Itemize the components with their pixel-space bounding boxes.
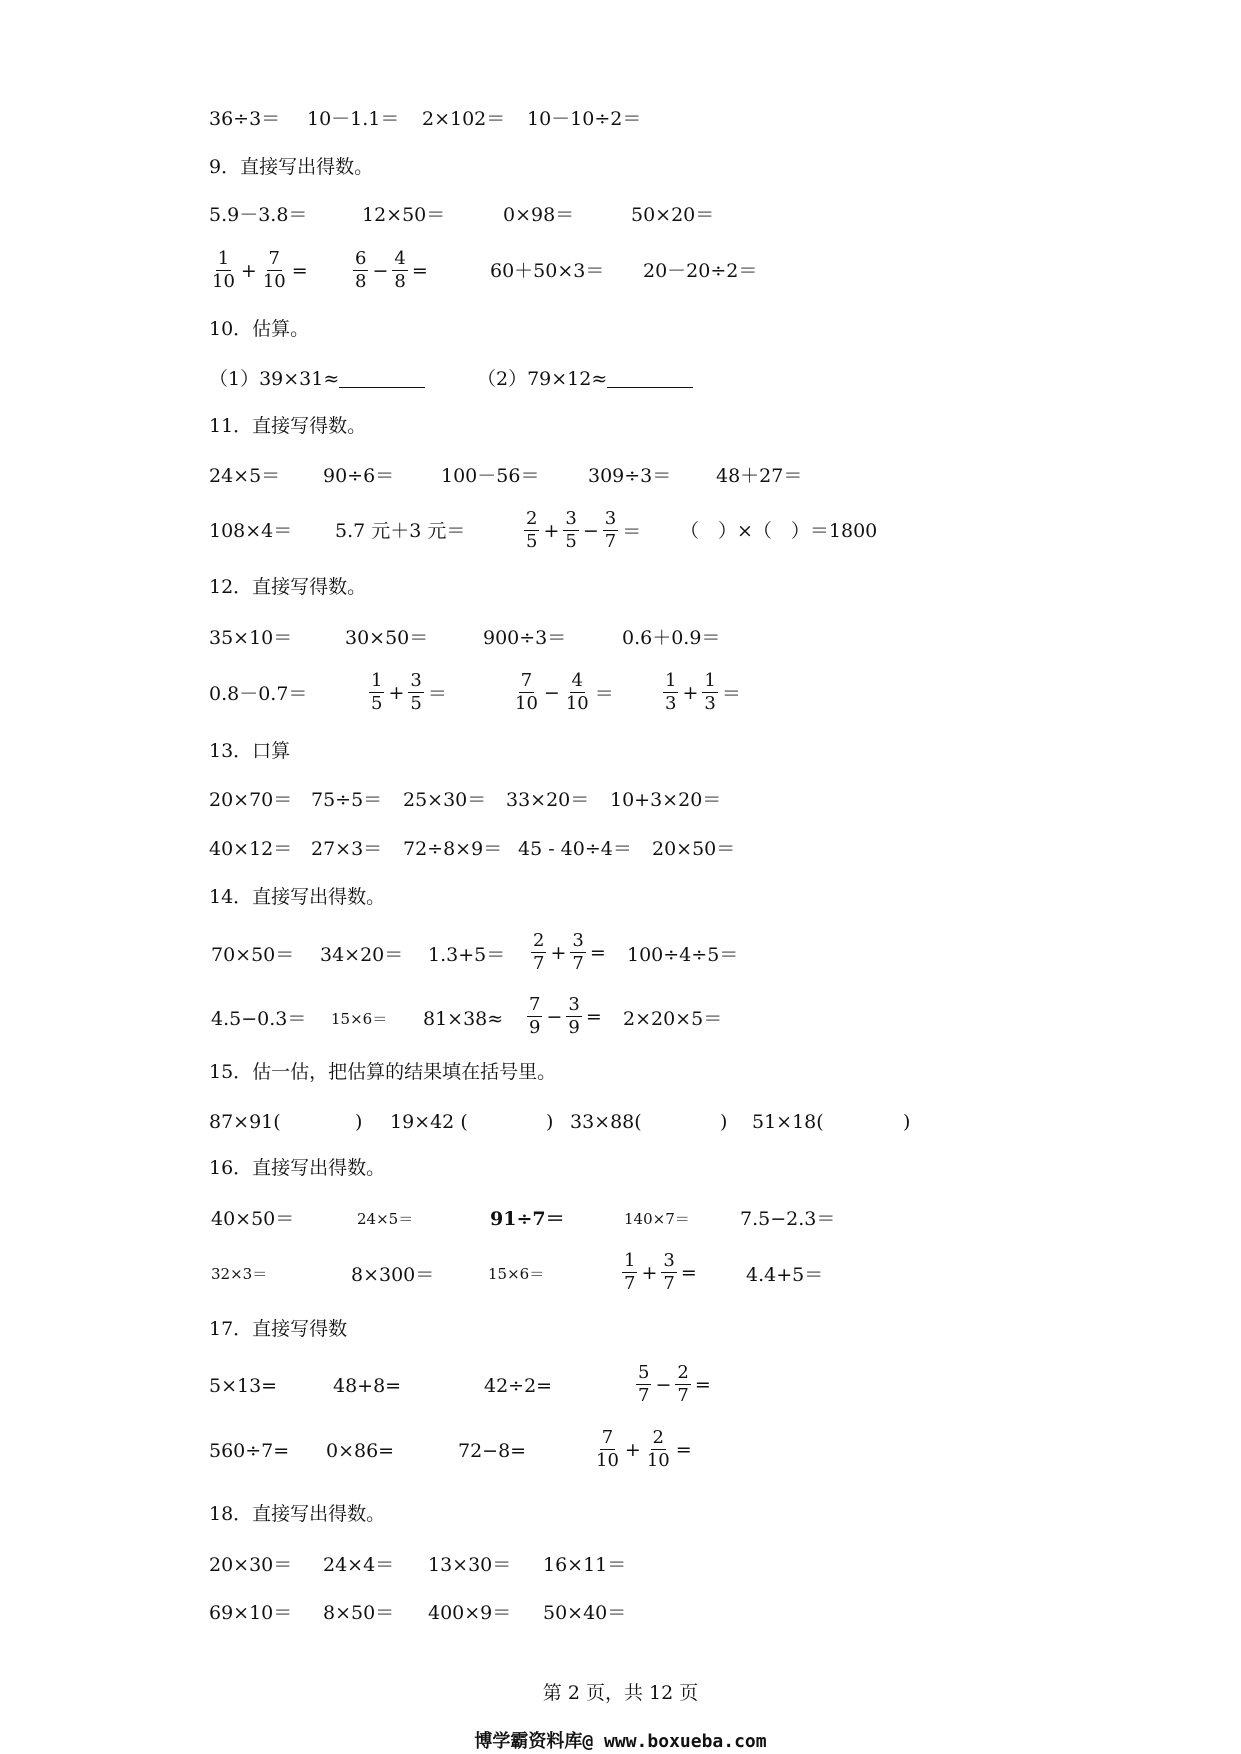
q10-heading: 10．估算。 xyxy=(209,318,310,340)
operator: + xyxy=(641,1261,658,1284)
q17-expr: 5×13= xyxy=(209,1375,278,1397)
equals: = xyxy=(694,1373,711,1396)
denominator: 8 xyxy=(355,271,367,292)
denominator: 7 xyxy=(572,953,584,974)
q18-expr: 16×11＝ xyxy=(543,1554,627,1576)
numerator: 2 xyxy=(652,1427,664,1448)
denominator: 7 xyxy=(604,531,617,552)
q12-fraction-expr xyxy=(662,670,744,715)
q9-expr: 12×50＝ xyxy=(362,204,446,226)
q14-expr: 1.3+5＝ xyxy=(428,944,506,966)
q16-fraction-expr xyxy=(621,1250,700,1295)
q12-expr: 0.6＋0.9＝ xyxy=(622,627,721,649)
numerator: 3 xyxy=(410,670,422,691)
expr-top-3: 2×102＝ xyxy=(422,108,506,130)
fraction xyxy=(675,1362,690,1407)
numerator: 1 xyxy=(217,248,230,269)
q17-expr: 560÷7= xyxy=(209,1440,290,1462)
denominator: 9 xyxy=(529,1017,541,1038)
fraction xyxy=(563,508,578,553)
fraction xyxy=(702,670,717,715)
q15-item: 33×88( xyxy=(570,1111,642,1133)
fraction xyxy=(261,248,288,293)
equals: ＝ xyxy=(721,683,741,705)
q13-expr: 33×20＝ xyxy=(506,789,590,811)
q10-item xyxy=(477,370,693,389)
numerator: 2 xyxy=(677,1362,689,1383)
page-number: 第 2 页，共 12 页 xyxy=(542,1682,699,1704)
q11-expr: 48＋27＝ xyxy=(716,465,803,487)
numerator: 1 xyxy=(665,670,677,691)
q17-fraction-expr xyxy=(593,1427,695,1472)
numerator: 7 xyxy=(601,1427,614,1448)
operator: − xyxy=(372,259,389,282)
q13-expr: 40×12＝ xyxy=(209,838,293,860)
q11-expr: 108×4＝ xyxy=(209,520,293,542)
q15-heading: 15．估一估，把估算的结果填在括号里。 xyxy=(209,1061,557,1083)
q16-expr: 24×5＝ xyxy=(357,1210,414,1228)
equals: = xyxy=(291,259,308,282)
fraction xyxy=(622,1250,637,1295)
q13-expr: 25×30＝ xyxy=(403,789,487,811)
expr-top-2: 10－1.1＝ xyxy=(307,108,400,130)
equals: = xyxy=(411,259,428,282)
q15-bracket-close: ) xyxy=(903,1111,911,1133)
q17-fraction-expr xyxy=(635,1362,714,1407)
fraction xyxy=(663,670,678,715)
numerator: 3 xyxy=(565,508,577,529)
operator: + xyxy=(388,681,405,704)
q18-expr: 400×9＝ xyxy=(428,1602,512,1624)
denominator: 5 xyxy=(526,531,538,552)
q16-expr: 91÷7＝ xyxy=(490,1208,565,1230)
numerator: 3 xyxy=(568,994,580,1015)
q9-heading: 9．直接写出得数。 xyxy=(209,156,374,178)
q11-expr: 24×5＝ xyxy=(209,465,281,487)
operator: − xyxy=(543,681,560,704)
numerator: 2 xyxy=(526,508,538,529)
numerator: 3 xyxy=(604,508,617,529)
operator: − xyxy=(546,1005,563,1028)
q9-expr: 50×20＝ xyxy=(631,204,715,226)
expr-top-1: 36÷3＝ xyxy=(209,108,281,130)
q14-expr: 2×20×5＝ xyxy=(623,1008,723,1030)
fraction xyxy=(566,994,581,1039)
q13-expr: 10+3×20＝ xyxy=(610,789,722,811)
equals: ＝ xyxy=(622,521,642,543)
q18-expr: 8×50＝ xyxy=(323,1602,395,1624)
denominator: 3 xyxy=(665,693,677,714)
denominator: 10 xyxy=(212,271,235,292)
numerator: 7 xyxy=(529,994,541,1015)
numerator: 4 xyxy=(571,670,583,691)
q15-bracket-close: ) xyxy=(720,1111,728,1133)
answer-blank[interactable] xyxy=(607,386,693,388)
equals: = xyxy=(675,1438,692,1461)
q10-item-text: （2）79×12≈ xyxy=(477,368,608,390)
q14-expr: 100÷4÷5＝ xyxy=(627,944,739,966)
q14-expr: 4.5−0.3＝ xyxy=(211,1008,307,1030)
operator: + xyxy=(682,681,699,704)
numerator: 1 xyxy=(371,670,383,691)
denominator: 10 xyxy=(515,693,538,714)
q18-heading: 18．直接写出得数。 xyxy=(209,1503,386,1525)
q17-expr: 48+8= xyxy=(333,1375,402,1397)
equals: = xyxy=(589,941,606,964)
denominator: 10 xyxy=(646,1450,670,1471)
numerator: 1 xyxy=(624,1250,636,1271)
q9-expr: 20－20÷2＝ xyxy=(643,260,758,282)
q18-expr: 69×10＝ xyxy=(209,1602,293,1624)
fraction xyxy=(661,1250,676,1295)
q14-fraction-expr xyxy=(530,930,609,975)
fraction xyxy=(392,248,407,293)
q16-expr: 4.4+5＝ xyxy=(746,1264,824,1286)
operator: + xyxy=(550,941,567,964)
q11-expr: （ ）×（ ）＝1800 xyxy=(680,520,878,542)
fraction xyxy=(570,930,585,975)
q17-expr: 72−8= xyxy=(458,1440,527,1462)
q18-expr: 20×30＝ xyxy=(209,1554,293,1576)
denominator: 8 xyxy=(394,271,406,292)
operator: + xyxy=(240,259,257,282)
q14-heading: 14．直接写出得数。 xyxy=(209,886,386,908)
numerator: 7 xyxy=(520,670,533,691)
q13-expr: 75÷5＝ xyxy=(311,789,383,811)
q15-item: 51×18( xyxy=(752,1111,824,1133)
watermark: 博学霸资料库@ www.boxueba.com xyxy=(474,1731,767,1752)
denominator: 7 xyxy=(533,953,545,974)
q16-heading: 16．直接写出得数。 xyxy=(209,1157,386,1179)
equals: = xyxy=(585,1005,602,1028)
fraction xyxy=(603,508,618,553)
fraction xyxy=(524,508,539,553)
q13-expr: 72÷8×9＝ xyxy=(403,838,503,860)
q14-fraction-expr xyxy=(526,994,605,1039)
q16-expr: 140×7＝ xyxy=(624,1210,690,1228)
fraction xyxy=(531,930,546,975)
operator: − xyxy=(655,1373,672,1396)
denominator: 3 xyxy=(704,693,716,714)
q9-fraction-expr xyxy=(209,248,311,293)
q14-expr: 81×38≈ xyxy=(423,1008,504,1030)
q18-expr: 13×30＝ xyxy=(428,1554,512,1576)
q12-expr: 35×10＝ xyxy=(209,627,293,649)
q11-fraction-expr xyxy=(523,508,644,553)
q17-heading: 17．直接写得数 xyxy=(209,1318,348,1340)
q17-expr: 42÷2= xyxy=(484,1375,553,1397)
denominator: 5 xyxy=(410,693,422,714)
q9-fraction-expr xyxy=(352,248,431,293)
q18-expr: 24×4＝ xyxy=(323,1554,395,1576)
q13-expr: 45 - 40÷4＝ xyxy=(518,838,632,860)
q15-item: 19×42 ( xyxy=(390,1111,468,1133)
q14-expr: 15×6＝ xyxy=(331,1010,388,1028)
fraction xyxy=(564,670,591,715)
denominator: 7 xyxy=(677,1385,689,1406)
q14-expr: 34×20＝ xyxy=(320,944,404,966)
q12-heading: 12．直接写得数。 xyxy=(209,576,367,598)
operator: + xyxy=(624,1438,641,1461)
q13-expr: 20×50＝ xyxy=(652,838,736,860)
numerator: 2 xyxy=(533,930,545,951)
q12-fraction-expr xyxy=(512,670,617,715)
q12-fraction-expr xyxy=(368,670,450,715)
fraction xyxy=(369,670,384,715)
q13-heading: 13．口算 xyxy=(209,740,291,762)
denominator: 5 xyxy=(565,531,577,552)
denominator: 10 xyxy=(596,1450,619,1471)
q11-expr: 5.7 元＋3 元＝ xyxy=(335,520,466,542)
denominator: 7 xyxy=(638,1385,650,1406)
q12-expr: 900÷3＝ xyxy=(483,627,567,649)
operator: + xyxy=(543,519,560,542)
numerator: 3 xyxy=(572,930,584,951)
q16-expr: 15×6＝ xyxy=(488,1265,545,1283)
q13-expr: 27×3＝ xyxy=(311,838,383,860)
numerator: 7 xyxy=(268,248,280,269)
numerator: 6 xyxy=(355,248,367,269)
denominator: 9 xyxy=(568,1017,580,1038)
equals: = xyxy=(680,1261,697,1284)
q9-expr: 60＋50×3＝ xyxy=(490,260,605,282)
fraction xyxy=(513,670,540,715)
fraction xyxy=(527,994,542,1039)
q16-expr: 7.5−2.3＝ xyxy=(740,1208,836,1230)
denominator: 5 xyxy=(371,693,383,714)
q12-expr: 30×50＝ xyxy=(345,627,429,649)
operator: − xyxy=(582,519,599,542)
q9-expr: 0×98＝ xyxy=(503,204,575,226)
fraction xyxy=(408,670,423,715)
numerator: 3 xyxy=(663,1250,675,1271)
numerator: 1 xyxy=(704,670,716,691)
q11-expr: 100－56＝ xyxy=(441,465,540,487)
q18-expr: 50×40＝ xyxy=(543,1602,627,1624)
q14-expr: 70×50＝ xyxy=(211,944,295,966)
q15-bracket-close: ) xyxy=(546,1111,554,1133)
q17-expr: 0×86= xyxy=(326,1440,395,1462)
q16-expr: 40×50＝ xyxy=(211,1208,295,1230)
q11-expr: 90÷6＝ xyxy=(323,465,395,487)
q13-expr: 20×70＝ xyxy=(209,789,293,811)
q9-expr: 5.9－3.8＝ xyxy=(209,204,308,226)
q12-expr: 0.8－0.7＝ xyxy=(209,683,308,705)
q16-expr: 8×300＝ xyxy=(351,1264,435,1286)
q11-heading: 11．直接写得数。 xyxy=(209,415,367,437)
fraction xyxy=(636,1362,651,1407)
fraction xyxy=(210,248,237,293)
fraction xyxy=(594,1427,621,1472)
numerator: 4 xyxy=(394,248,406,269)
answer-blank[interactable] xyxy=(339,386,425,388)
numerator: 5 xyxy=(638,1362,650,1383)
q10-item xyxy=(209,370,425,389)
q10-item-text: （1）39×31≈ xyxy=(209,368,340,390)
denominator: 7 xyxy=(663,1273,675,1294)
q11-expr: 309÷3＝ xyxy=(588,465,672,487)
q15-item: 87×91( xyxy=(209,1111,281,1133)
equals: ＝ xyxy=(427,683,447,705)
fraction xyxy=(353,248,368,293)
denominator: 7 xyxy=(624,1273,636,1294)
denominator: 10 xyxy=(262,271,286,292)
equals: ＝ xyxy=(594,683,614,705)
q15-bracket-close: ) xyxy=(355,1111,363,1133)
fraction xyxy=(645,1427,672,1472)
denominator: 10 xyxy=(565,693,589,714)
expr-top-4: 10－10÷2＝ xyxy=(527,108,642,130)
q16-expr: 32×3＝ xyxy=(211,1265,268,1283)
